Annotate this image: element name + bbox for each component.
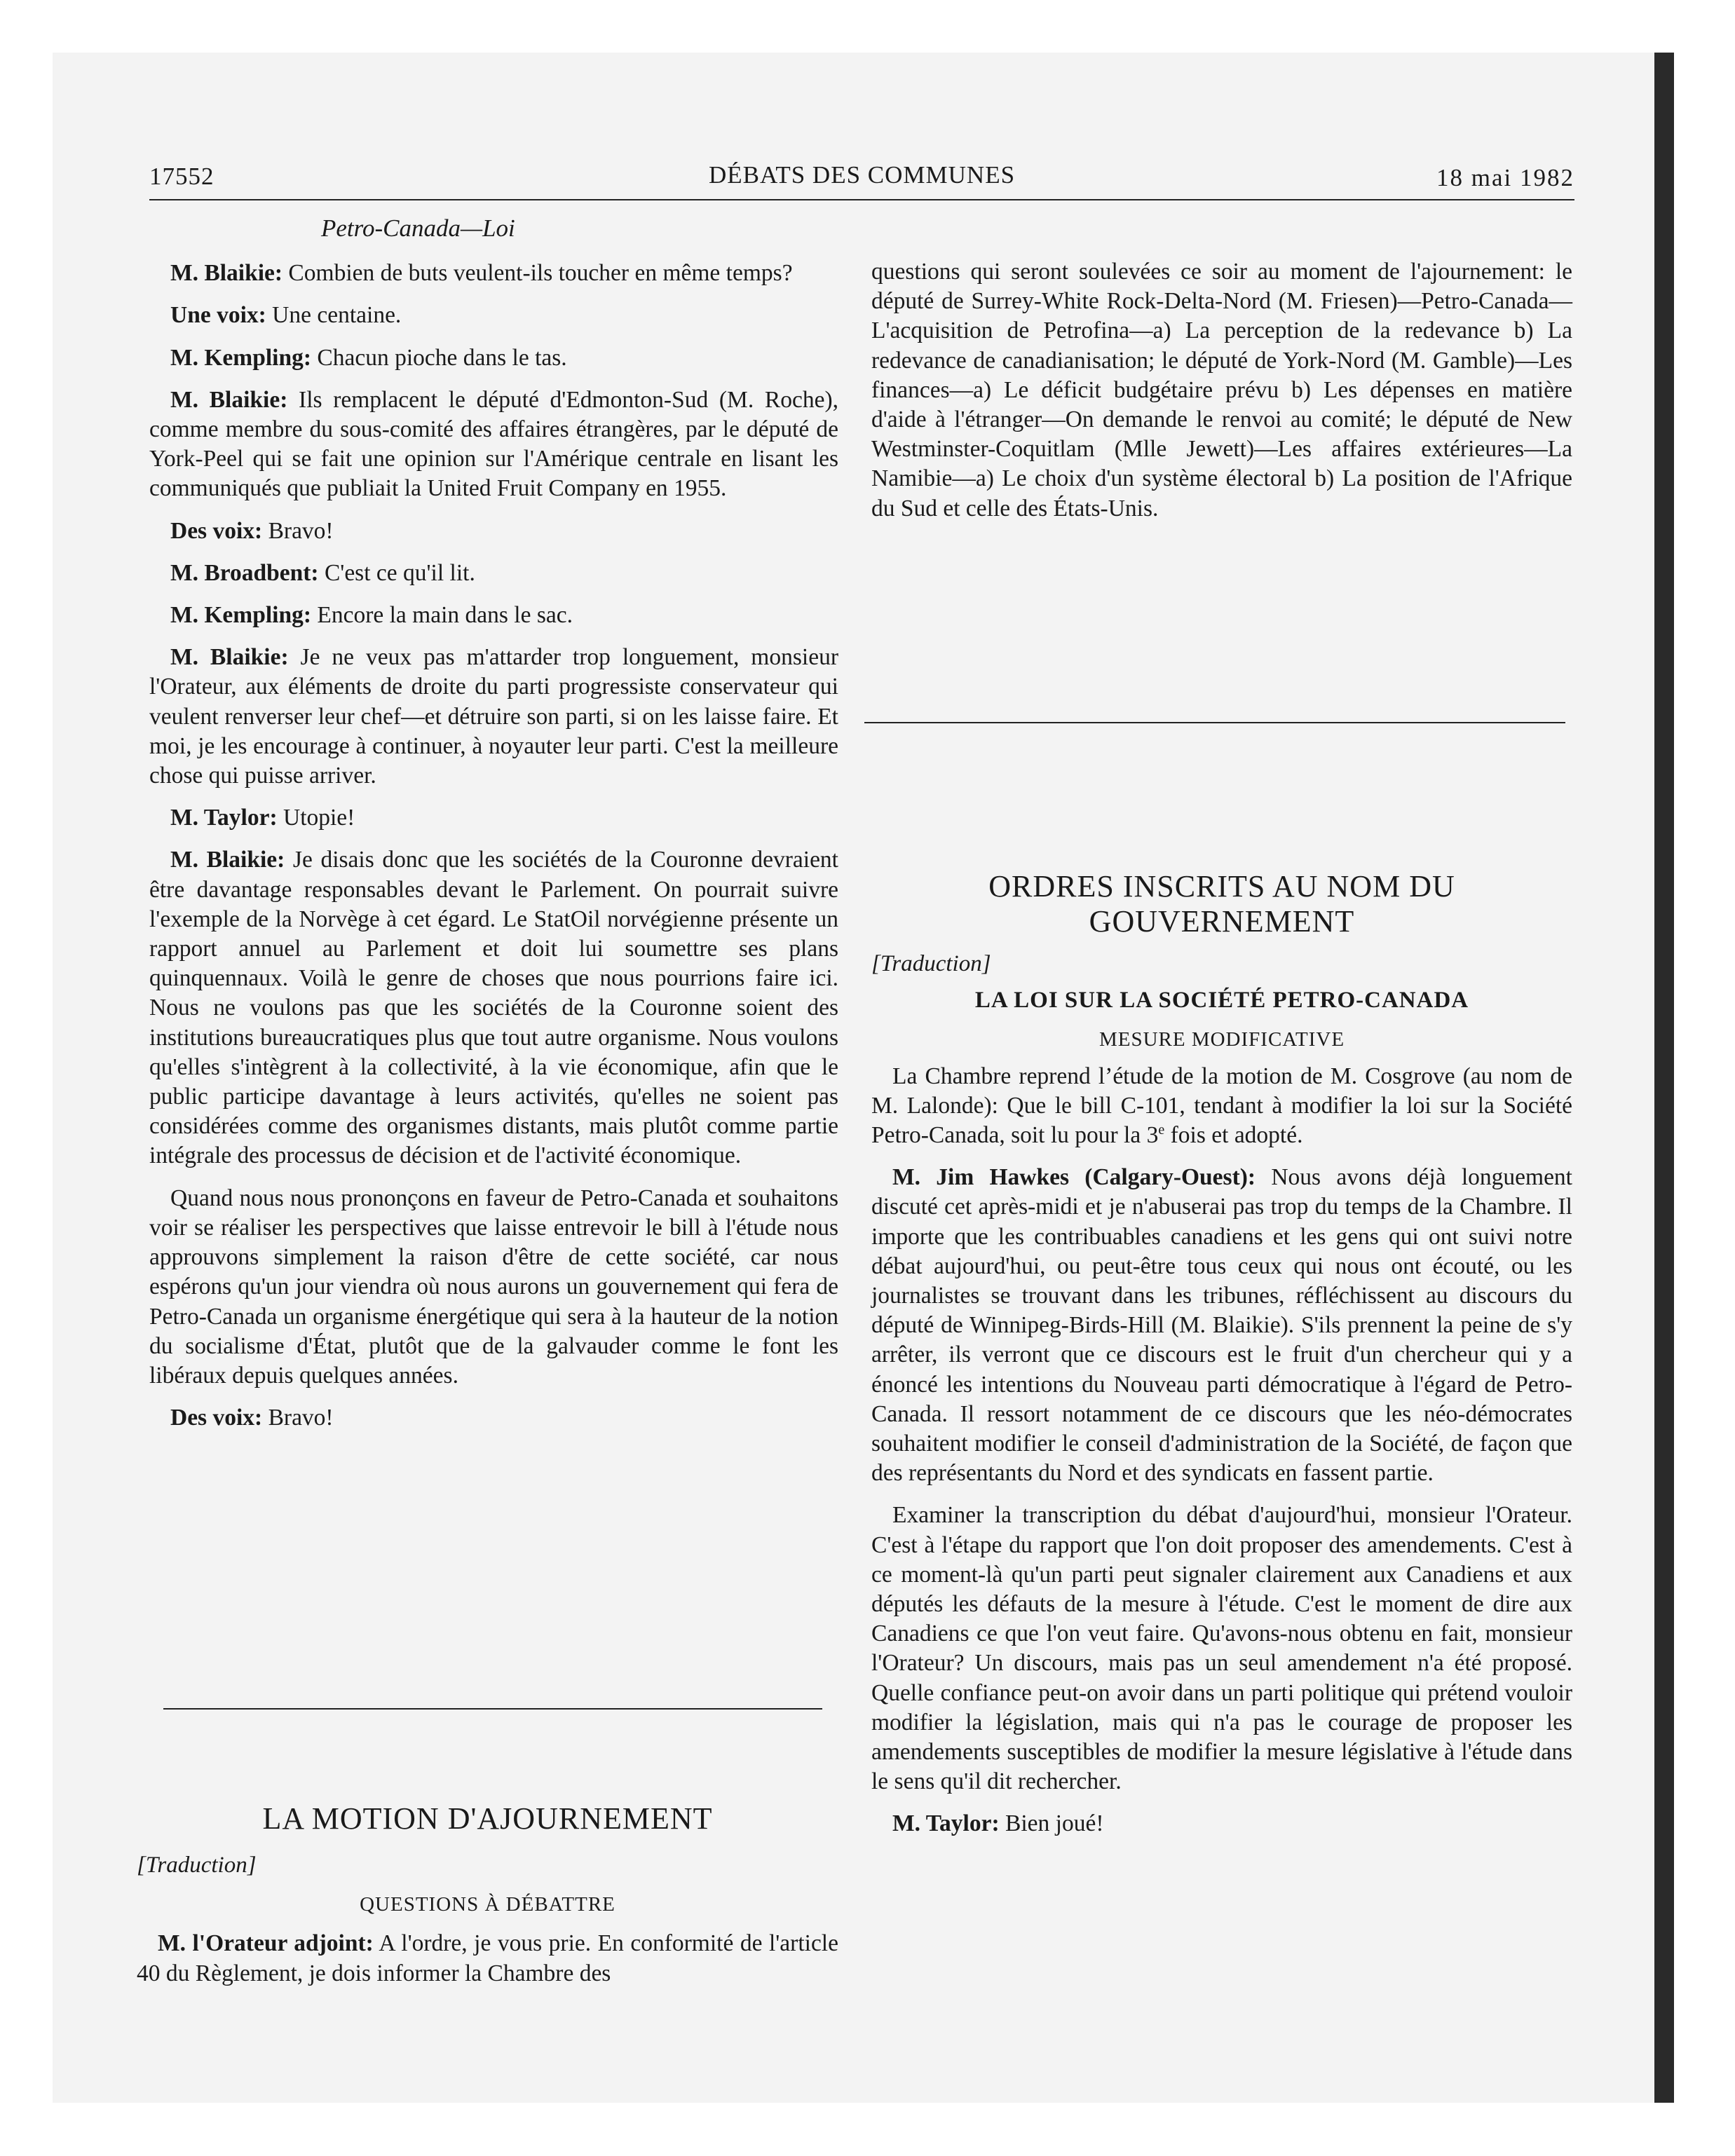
- speaker-name: Une voix:: [170, 302, 266, 329]
- right-column-body: [871, 1062, 1572, 1839]
- speech-paragraph: [137, 1929, 838, 1988]
- speech-text: Je ne veux pas m'attarder trop longuement, monsieur l'Orateur, aux éléments de droite du parti progressiste conservateur qui veulent renverser leur chef—et détruire son parti, si on les laisse faire. Et moi, je les encourage à continuer, à noyauter leur parti. C'est la meilleure chose qui puisse arriver.: [149, 644, 838, 789]
- section-title: [871, 869, 1572, 939]
- speech-text: Je disais donc que les sociétés de la Couronne devraient être davantage responsables devant le Parlement. On pourrait suivre l'exemple de la Norvège à cet égard. Le StatOil norvégienne présente un rapport annuel au Parlement et doit lui soumettre ses plans quinquennaux. Voilà le genre de choses que nous pourrions faire ici. Nous ne voulons pas que les sociétés de la Couronne soient des institutions bureaucratiques plus que tout autre organisme. Nous voulons qu'elles s'intègrent à la collectivité, à la vie économique, afin que le public participe davantage à leurs activités, qu'elles ne soient pas considérées comme des organismes distants, mais plutôt comme partie intégrale des processus de décision et de l'activité économique.: [149, 847, 838, 1169]
- speech-text: Chacun pioche dans le tas.: [311, 344, 567, 371]
- section-divider: [864, 722, 1565, 723]
- speaker-name: M. Kempling:: [170, 602, 311, 629]
- section-title-line2: GOUVERNEMENT: [1089, 904, 1355, 939]
- speaker-name: M. Jim Hawkes (Calgary-Ouest):: [892, 1164, 1256, 1191]
- speaker-name: M. l'Orateur adjoint:: [158, 1930, 374, 1957]
- speech-paragraph: [871, 1163, 1572, 1488]
- speaker-name: M. Taylor:: [170, 805, 278, 831]
- section-divider: [163, 1708, 822, 1710]
- continuation-paragraph: questions qui seront soulevées ce soir au moment de l'ajournement: le député de Surrey-White Rock-Delta-Nord (M. Friesen)—Petro-Canada—L'acquisition de Petrofina—a) La perception de la redevance b) La redevance de canadianisation; le député de York-Nord (M. Gamble)—Les finances—a) Le déficit budgétaire prévu b) Les dépenses en matière d'aide à l'étranger—On demande le renvoi au comité; le député de New Westminster-Coquitlam (Mlle Jewett)—Les affaires extérieures—La Namibie—a) Le choix d'un système électoral b) La position de l'Afrique du Sud et celle des États-Unis.: [871, 259, 1572, 521]
- speaker-name: M. Blaikie:: [170, 847, 285, 873]
- measure-subtitle: MESURE MODIFICATIVE: [1098, 1028, 1345, 1051]
- publication-title: DÉBATS DES COMMUNES: [708, 161, 1016, 189]
- running-head: Petro-Canada—Loi: [321, 214, 515, 242]
- motion-text: La Chambre reprend l’étude de la motion de M. Cosgrove (au nom de M. Lalonde): Que le bill C-101, tendant à modifier la loi sur la Société Petro-Canada, soit lu pour la 3e fois et adopté.: [871, 1063, 1572, 1149]
- scan-edge-bar: [1654, 53, 1674, 2103]
- speech-paragraph: [871, 1062, 1572, 1151]
- speech-text: Examiner la transcription du débat d'aujourd'hui, monsieur l'Orateur. C'est à l'étape du rapport que l'on doit proposer des amendements. C'est à ce moment-là qu'un parti peut signaler clairement aux Canadiens et aux députés les défauts de la mesure à l'étude. C'est le moment de dire aux Canadiens ce que l'on veut faire. Qu'avons-nous obtenu en fait, monsieur l'Orateur? Un discours, mais pas un seul amendement n'a été proposé. Quelle confiance peut-on avoir dans un parti politique qui prétend vouloir modifier la législation, mais qui n'a pas le courage de proposer les amendements susceptibles de modifier la mesure législative à l'étude dans le sens qu'il dit rechercher.: [871, 1502, 1572, 1795]
- speech-paragraph: [871, 1501, 1572, 1796]
- speech-paragraph: [149, 643, 838, 791]
- speech-text: Nous avons déjà longuement discuté cet après-midi et je n'abuserai pas trop du temps de la Chambre. Il importe que les contribuables canadiens et les gens qui ont suivi notre débat aujourd'hui, ou peut-être tous ceux qui nous ont écouté, ou les journalistes se trouvant dans les tribunes, réfléchissent au discours du député de Winnipeg-Birds-Hill (M. Blaikie). S'ils prennent la peine de s'y arrêter, ils verront que ce discours est le fruit d'un chercheur qui y a énoncé les intentions du Nouveau parti démocratique à l'égard de Petro-Canada. Il ressort notamment de ce discours que les néo-démocrates souhaitent modifier le conseil d'administration de la Société, de façon que des représentants du Nord et des syndicats en fassent partie.: [871, 1164, 1572, 1487]
- speaker-name: M. Broadbent:: [170, 559, 319, 586]
- speaker-name: M. Blaikie:: [170, 260, 283, 287]
- speech-paragraph: [149, 386, 838, 504]
- speech-paragraph: [871, 1809, 1572, 1838]
- speech-paragraph: [149, 559, 838, 588]
- speech-text: Ils remplacent le député d'Edmonton-Sud (M. Roche), comme membre du sous-comité des affaires étrangères, par le député de York-Peel qui se fait une opinion sur l'Amérique centrale en lisant les communiqués que publiait la United Fruit Company en 1955.: [149, 386, 839, 502]
- page-number: 17552: [149, 163, 215, 190]
- adjournment-section: [137, 1801, 838, 1988]
- speech-text: Encore la main dans le sac.: [311, 602, 573, 629]
- speech-paragraph: [149, 301, 838, 330]
- speech-text: Utopie!: [277, 805, 355, 831]
- speech-text: Bravo!: [262, 1405, 334, 1431]
- speech-paragraph: [149, 845, 838, 1171]
- speaker-name: Des voix:: [170, 517, 263, 544]
- speech-paragraph: [149, 1184, 838, 1391]
- bill-subtitle: LA LOI SUR LA SOCIÉTÉ PETRO-CANADA: [974, 988, 1469, 1014]
- section-title-line1: ORDRES INSCRITS AU NOM DU: [988, 869, 1455, 903]
- speech-text: Bravo!: [262, 517, 334, 544]
- translation-note: [Traduction]: [137, 1853, 257, 1878]
- speech-paragraph: [149, 601, 838, 630]
- speech-text: Une centaine.: [266, 302, 402, 329]
- speaker-name: M. Taylor:: [892, 1810, 1000, 1837]
- speech-paragraph: [149, 343, 838, 373]
- speech-paragraph: [149, 259, 838, 288]
- speaker-name: M. Kempling:: [170, 344, 311, 371]
- adjournment-subtitle: QUESTIONS À DÉBATTRE: [360, 1893, 615, 1916]
- speech-paragraph: [149, 517, 838, 546]
- speech-text: Quand nous nous prononçons en faveur de Petro-Canada et souhaitons voir se réaliser les perspectives que laisse entrevoir le bill à l'étude nous approuvons simplement la raison d'être de cette société, car nous espérons qu'un jour viendra où nous aurons un gouvernement qui fera de Petro-Canada un organisme énergétique qui sera à la hauteur de la notion du socialisme d'État, plutôt que de la galvauder comme le font les libéraux depuis quelques années.: [149, 1185, 838, 1389]
- speech-paragraph: [149, 803, 838, 833]
- publication-date: 18 mai 1982: [1436, 164, 1574, 191]
- translation-note: [Traduction]: [871, 951, 991, 976]
- adjournment-title: LA MOTION D'AJOURNEMENT: [262, 1801, 713, 1836]
- government-orders-section: [871, 869, 1572, 1852]
- page-header: [149, 161, 1574, 200]
- speech-text: Bien joué!: [999, 1810, 1104, 1837]
- speaker-name: Des voix:: [170, 1405, 263, 1431]
- speech-text: Combien de buts veulent-ils toucher en même temps?: [283, 260, 793, 287]
- header-rule: [149, 199, 1574, 200]
- speaker-name: M. Blaikie:: [170, 644, 289, 671]
- speech-text: A l'ordre, je vous prie. En conformité de l'article 40 du Règlement, je dois informer la Chambre des: [137, 1930, 838, 1986]
- right-column-top: [871, 257, 1572, 536]
- speech-paragraph: [149, 1403, 838, 1433]
- left-column: [149, 214, 838, 1445]
- speaker-name: M. Blaikie:: [170, 386, 288, 413]
- speech-text: C'est ce qu'il lit.: [318, 559, 475, 586]
